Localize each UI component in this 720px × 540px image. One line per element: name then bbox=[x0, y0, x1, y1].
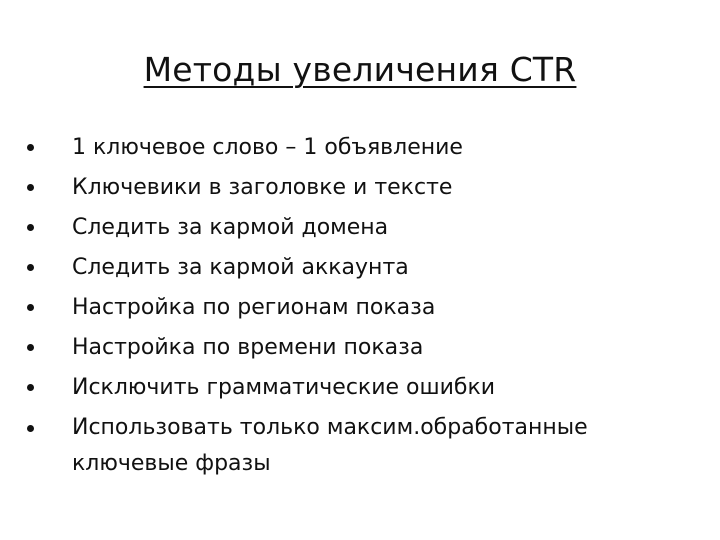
bullet-dot-icon bbox=[27, 144, 34, 151]
bullet-dot-icon bbox=[27, 224, 34, 231]
bullet-text: Использовать только максим.обработанные ключевые фразы bbox=[72, 415, 588, 476]
bullet-item bbox=[26, 410, 686, 482]
bullet-item bbox=[26, 248, 686, 288]
bullet-text: Следить за кармой аккаунта bbox=[72, 255, 409, 280]
bullet-item bbox=[26, 208, 686, 248]
bullet-text: Настройка по времени показа bbox=[72, 335, 424, 360]
bullet-item bbox=[26, 128, 686, 168]
bullet-text: Настройка по регионам показа bbox=[72, 295, 436, 320]
bullet-item bbox=[26, 288, 686, 328]
bullet-dot-icon bbox=[27, 184, 34, 191]
bullet-text: Исключить грамматические ошибки bbox=[72, 375, 496, 400]
bullet-item bbox=[26, 328, 686, 368]
bullet-dot-icon bbox=[27, 264, 34, 271]
bullet-dot-icon bbox=[27, 384, 34, 391]
bullet-dot-icon bbox=[27, 425, 34, 432]
bullet-text: Ключевики в заголовке и тексте bbox=[72, 175, 453, 200]
bullet-dot-icon bbox=[27, 304, 34, 311]
slide-title-text: Методы увеличения CTR bbox=[143, 50, 577, 89]
bullet-dot-icon bbox=[27, 344, 34, 351]
bullet-text: Следить за кармой домена bbox=[72, 215, 389, 240]
bullet-text: 1 ключевое слово – 1 объявление bbox=[72, 135, 463, 160]
bullet-list bbox=[26, 128, 686, 482]
bullet-item bbox=[26, 368, 686, 408]
bullet-item bbox=[26, 168, 686, 208]
slide-title bbox=[0, 44, 720, 96]
